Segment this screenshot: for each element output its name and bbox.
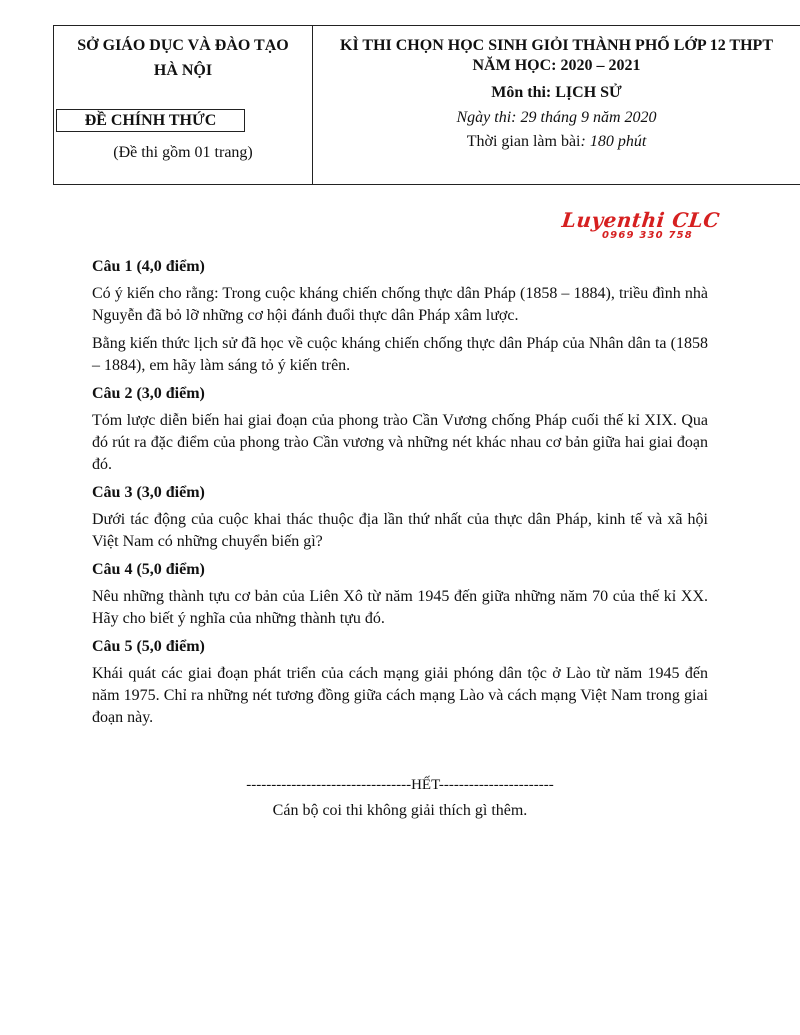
header-table: [53, 25, 800, 185]
question-3: [92, 482, 708, 553]
duration-label: Thời gian làm bài: [466, 133, 581, 150]
question-2: [92, 383, 708, 476]
org-line2: HÀ NỘI: [153, 62, 213, 79]
question-5: [92, 636, 708, 729]
question-4: [92, 559, 708, 630]
header-right-cell: [313, 26, 800, 184]
questions-section: [92, 256, 708, 735]
watermark-name: Luyenthi CLC: [560, 208, 721, 232]
exam-title: KÌ THI CHỌN HỌC SINH GIỎI THÀNH PHỐ LỚP 12 THPT: [340, 37, 773, 54]
header-left-cell: [54, 26, 313, 184]
question-paragraph: Có ý kiến cho rằng: Trong cuộc kháng chiến chống thực dân Pháp (1858 – 1884), triều đình nhà Nguyễn đã bỏ lỡ những cơ hội đánh đuổi thực dân Pháp xâm lược.: [92, 285, 708, 324]
question-title: Câu 4 (5,0 điểm): [92, 561, 205, 578]
org-line1: SỞ GIÁO DỤC VÀ ĐÀO TẠO: [77, 37, 289, 54]
question-title: Câu 5 (5,0 điểm): [92, 638, 205, 655]
question-paragraph: Nêu những thành tựu cơ bản của Liên Xô từ năm 1945 đến giữa những năm 70 của thế kỉ XX. Hãy cho biết ý nghĩa của những thành tựu đó.: [92, 588, 708, 627]
subject: Môn thi: LỊCH SỬ: [491, 84, 622, 101]
duration: [313, 130, 800, 153]
page-note: (Đề thi gồm 01 trang): [113, 144, 253, 161]
footer-note: Cán bộ coi thi không giải thích gì thêm.: [272, 802, 528, 819]
question-paragraph: Khái quát các giai đoạn phát triển của cách mạng giải phóng dân tộc ở Lào từ năm 1945 đến năm 1975. Chỉ ra những nét tương đồng giữa cách mạng Lào và cách mạng Việt Nam trong giai đoạn này.: [92, 665, 708, 726]
exam-date: Ngày thi: 29 tháng 9 năm 2020: [456, 109, 657, 126]
watermark-logo: [562, 208, 722, 241]
question-1: [92, 256, 708, 377]
question-paragraph: Dưới tác động của cuộc khai thác thuộc địa lần thứ nhất của thực dân Pháp, kinh tế và xã hội Việt Nam có những chuyển biến gì?: [92, 511, 708, 550]
question-paragraph: Bằng kiến thức lịch sử đã học về cuộc kháng chiến chống thực dân Pháp của Nhân dân ta (1858 – 1884), em hãy làm sáng tỏ ý kiến trên.: [92, 335, 708, 374]
question-title: Câu 1 (4,0 điểm): [92, 258, 205, 275]
question-title: Câu 3 (3,0 điểm): [92, 484, 205, 501]
end-line: ---------------------------------HẾT-----------------------: [246, 777, 554, 793]
duration-value: : 180 phút: [580, 133, 647, 150]
watermark-phone: 0969 330 758: [602, 230, 693, 241]
official-label: ĐỀ CHÍNH THỨC: [56, 109, 245, 132]
question-paragraph: Tóm lược diễn biến hai giai đoạn của phong trào Cần Vương chống Pháp cuối thế kỉ XIX. Qua đó rút ra đặc điểm của phong trào Cần vương và những nét khác nhau cơ bản giữa hai giai đoạn đó.: [92, 412, 708, 473]
school-year: NĂM HỌC: 2020 – 2021: [472, 57, 641, 74]
question-title: Câu 2 (3,0 điểm): [92, 385, 205, 402]
